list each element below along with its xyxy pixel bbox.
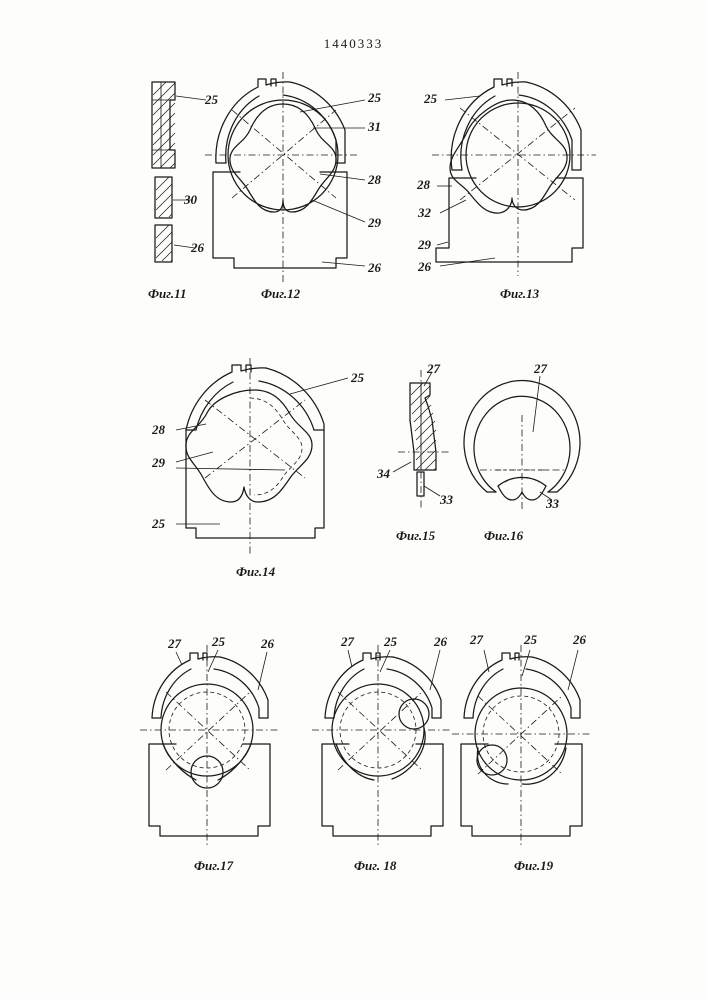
- callout-fig14-25-top: 25: [351, 370, 364, 385]
- callout-fig15-27: 27: [427, 361, 440, 376]
- callout-fig14-25-left: 25: [152, 516, 165, 531]
- caption-fig18: Фиг. 18: [354, 858, 397, 873]
- callout-fig12-28: 28: [368, 172, 381, 187]
- callout-fig17-27: 27: [168, 636, 181, 651]
- callout-fig13-25: 25: [424, 91, 437, 106]
- callout-fig19-26: 26: [573, 632, 586, 647]
- callout-fig13-28: 28: [417, 177, 430, 192]
- figure-16-drawing: [464, 376, 580, 512]
- caption-fig16: Фиг.16: [484, 528, 524, 543]
- callout-fig15-34: 34: [377, 466, 390, 481]
- callout-fig16-33: 33: [546, 496, 559, 511]
- callout-fig12-29: 29: [368, 215, 381, 230]
- callout-fig18-25: 25: [384, 634, 397, 649]
- callout-fig13-26: 26: [418, 259, 431, 274]
- caption-fig14: Фиг.14: [236, 564, 276, 579]
- callout-fig15-33: 33: [440, 492, 453, 507]
- caption-fig15: Фиг.15: [396, 528, 436, 543]
- figure-15-drawing: [393, 370, 450, 510]
- figure-12-drawing: [205, 72, 365, 282]
- figure-14-drawing: [176, 358, 348, 555]
- callout-fig19-27: 27: [470, 632, 483, 647]
- callout-fig19-25: 25: [524, 632, 537, 647]
- callout-fig13-29: 29: [418, 237, 431, 252]
- callout-fig17-25: 25: [212, 634, 225, 649]
- caption-fig11: Фиг.11: [148, 286, 187, 301]
- callout-fig11-26: 26: [191, 240, 204, 255]
- callout-fig12-31: 31: [368, 119, 381, 134]
- callout-fig12-26: 26: [368, 260, 381, 275]
- caption-fig19: Фиг.19: [514, 858, 554, 873]
- patent-number: 1440333: [323, 36, 384, 51]
- figure-18-drawing: [312, 645, 450, 846]
- callout-fig14-29: 29: [152, 455, 165, 470]
- callout-fig16-27: 27: [534, 361, 547, 376]
- figure-11-drawing: [152, 82, 206, 262]
- callout-fig18-26: 26: [434, 634, 447, 649]
- callout-fig17-26: 26: [261, 636, 274, 651]
- caption-fig13: Фиг.13: [500, 286, 540, 301]
- callout-fig18-27: 27: [341, 634, 354, 649]
- caption-fig12: Фиг.12: [261, 286, 301, 301]
- caption-fig17: Фиг.17: [194, 858, 234, 873]
- callout-fig14-28: 28: [152, 422, 165, 437]
- figure-17-drawing: [140, 645, 278, 846]
- figure-13-drawing: [432, 72, 596, 276]
- figure-19-drawing: [452, 645, 590, 846]
- callout-fig11-30: 30: [184, 192, 197, 207]
- callout-fig11-25: 25: [205, 92, 218, 107]
- callout-fig12-25: 25: [368, 90, 381, 105]
- callout-fig13-32: 32: [418, 205, 431, 220]
